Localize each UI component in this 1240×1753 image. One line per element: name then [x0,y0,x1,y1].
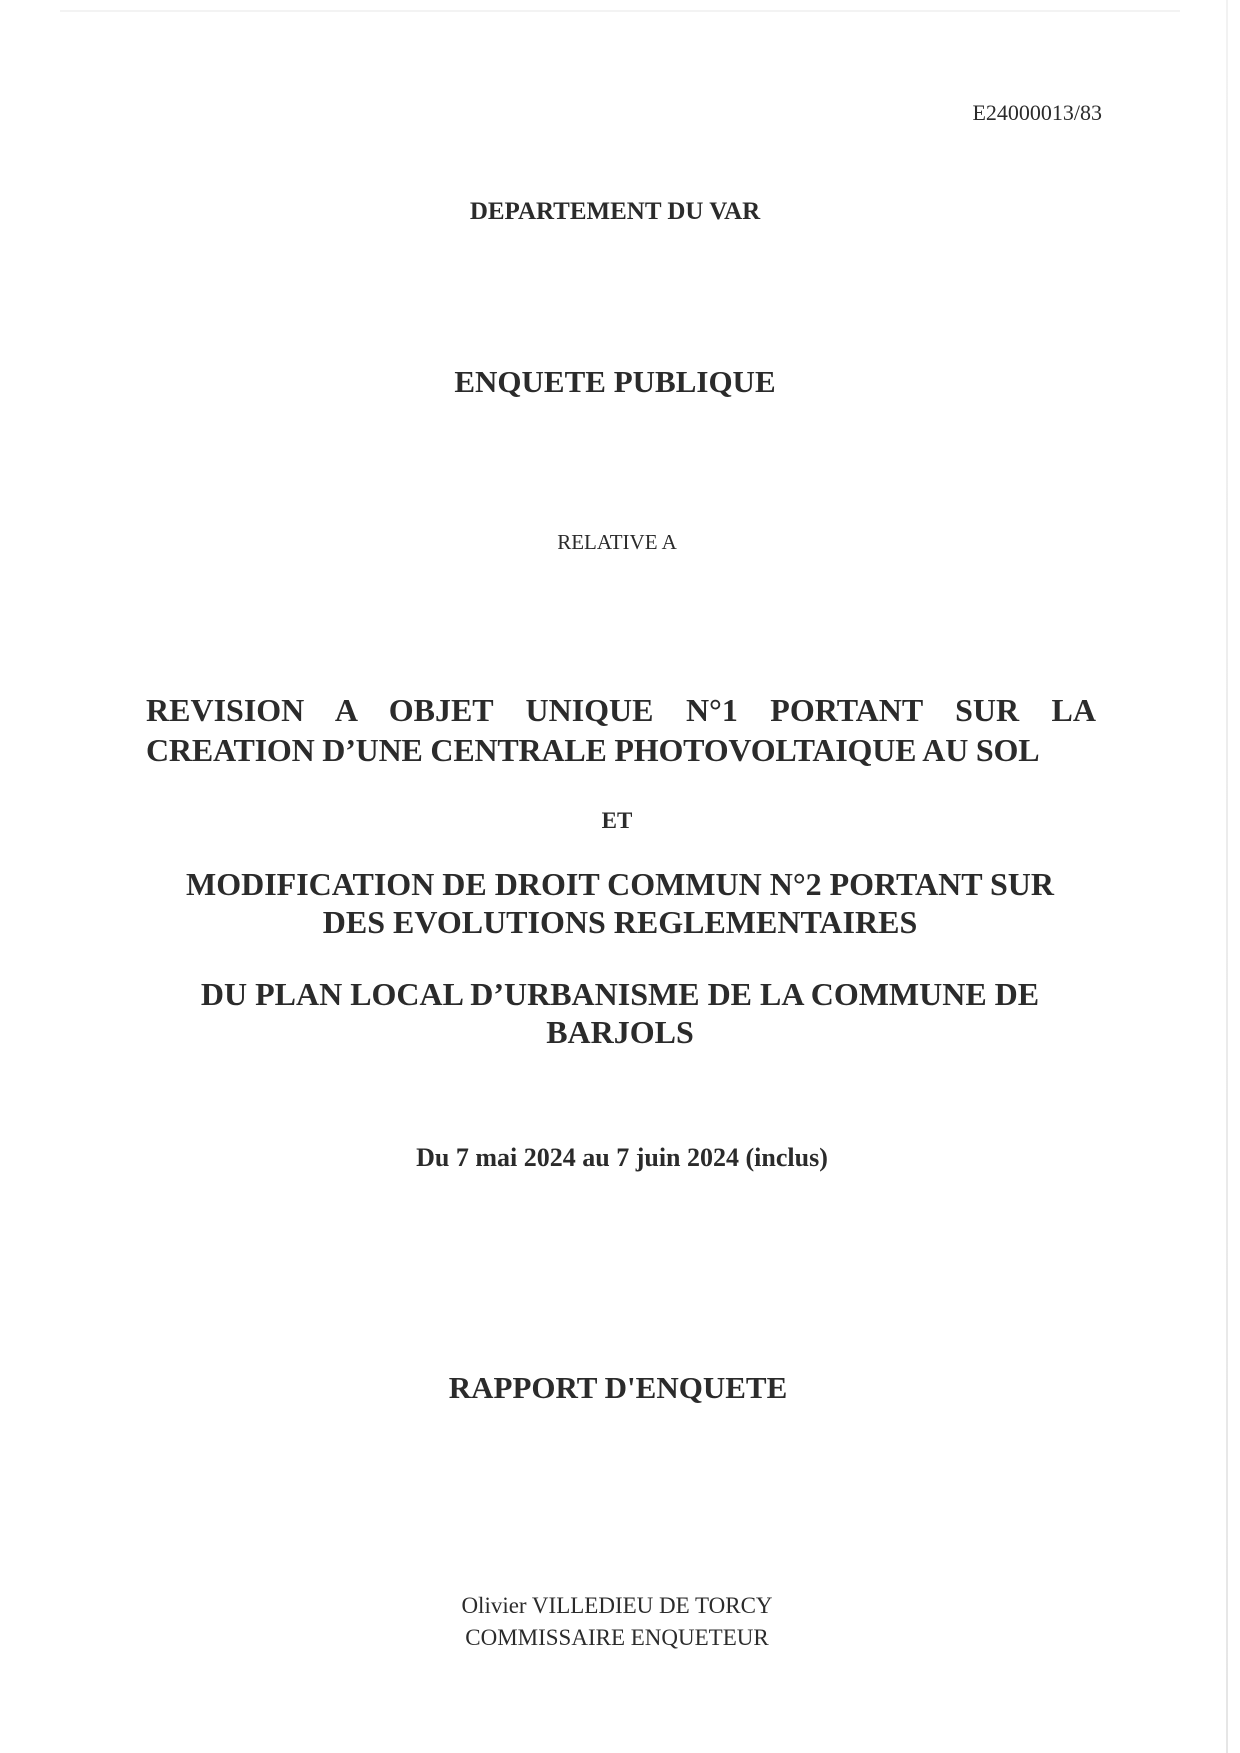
scan-top-edge [60,10,1180,12]
scan-right-edge [1226,0,1228,1753]
author-name: Olivier VILLEDIEU DE TORCY [461,1593,773,1618]
modification-title-line-1: MODIFICATION DE DROIT COMMUN N°2 PORTANT SUR [186,866,1054,902]
department-heading: DEPARTEMENT DU VAR [469,198,761,225]
author-block [0,1590,1237,1654]
reference-number: E24000013/83 [972,100,1102,125]
author-role: COMMISSAIRE ENQUETEUR [465,1625,769,1650]
revision-title-line-2: CREATION D’UNE CENTRALE PHOTOVOLTAIQUE AU SOL [146,732,1040,768]
conjunction-label: ET [601,808,633,833]
plan-title-line-1: DU PLAN LOCAL D’URBANISME DE LA COMMUNE DE [200,976,1040,1012]
relative-label: RELATIVE A [557,530,677,554]
plan-title-line-2: BARJOLS [546,1014,694,1050]
modification-title-line-2: DES EVOLUTIONS REGLEMENTAIRES [322,904,918,940]
inquiry-dates: Du 7 mai 2024 au 7 juin 2024 (inclus) [416,1143,828,1172]
inquiry-type-heading: ENQUETE PUBLIQUE [454,364,776,399]
revision-title-line-1: REVISION A OBJET UNIQUE N°1 PORTANT SUR LA [146,692,1096,728]
revision-title [146,690,1096,770]
modification-title [120,865,1120,941]
report-title: RAPPORT D'ENQUETE [448,1370,788,1405]
plan-title [120,975,1120,1051]
